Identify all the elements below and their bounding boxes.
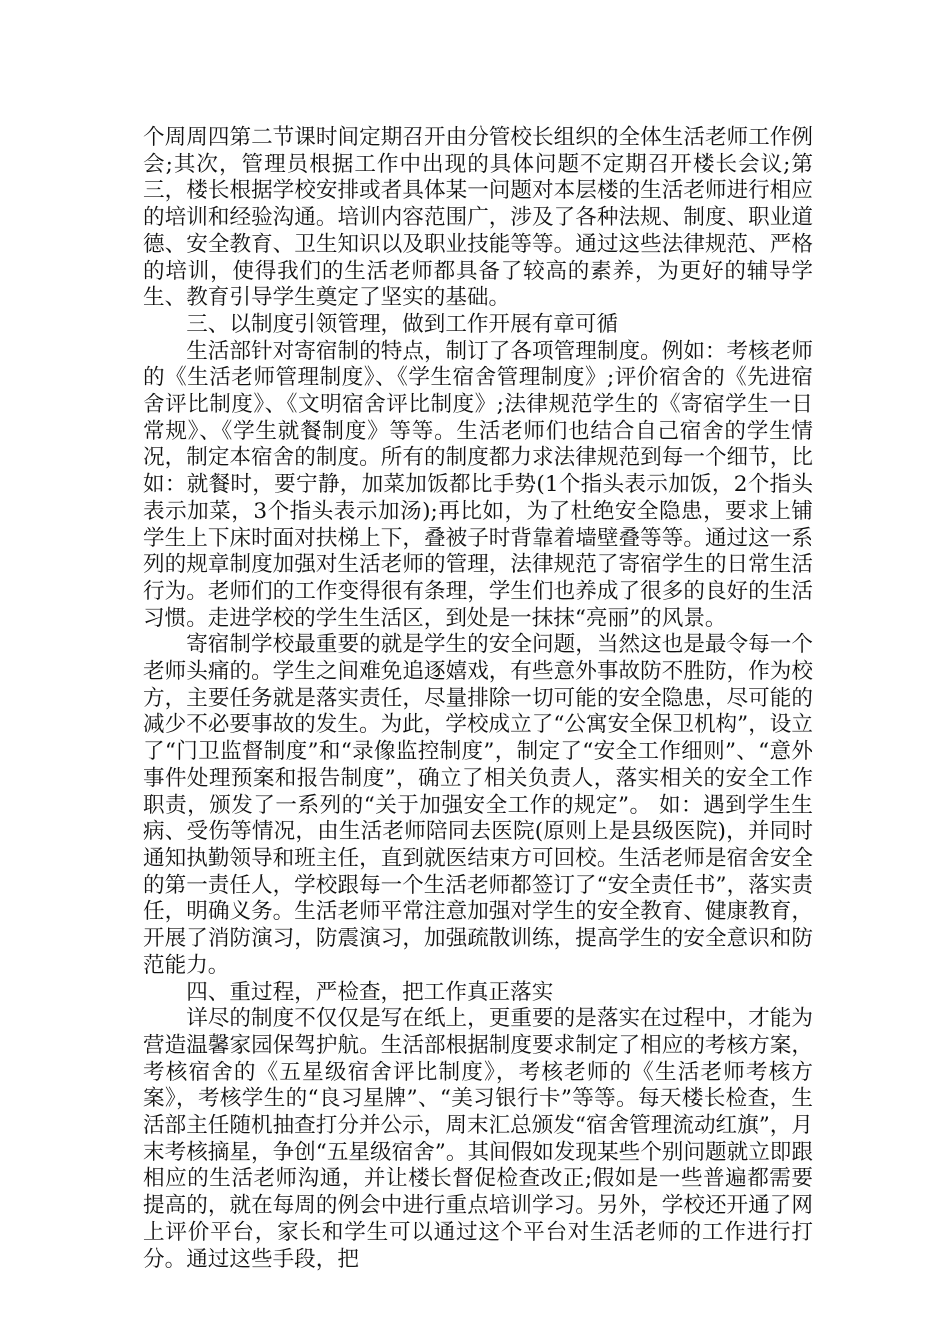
- paragraph-safety: 寄宿制学校最重要的就是学生的安全问题，当然这也是最令每一个老师头痛的。学生之间难免追逐嬉戏，有些意外事故防不胜防，作为校方，主要任务就是落实责任，尽量排除一切可能的安全隐患，尽可能的减少不必要事故的发生。为此，学校成立了“公寓安全保卫机构”，设立了“门卫监督制度”和“录像监控制度”，制定了“安全工作细则”、“意外事件处理预案和报告制度”，确立了相关负责人，落实相关的安全工作职责，颁发了一系列的“关于加强安全工作的规定”。 如：遇到学生生病、受伤等情况，由生活老师陪同去医院(原则上是县级医院)，并同时通知执勤领导和班主任，直到就医结束方可回校。生活老师是宿舍安全的第一责任人，学校跟每一个生活老师都签订了“安全责任书”，落实责任，明确义务。生活老师平常注意加强对学生的安全教育、健康教育，开展了消防演习，防震演习，加强疏散训练，提高学生的安全意识和防范能力。: [143, 632, 813, 978]
- section-heading-four: 四、重过程，严检查，把工作真正落实: [186, 979, 554, 1005]
- document-page: [143, 125, 813, 1273]
- section-heading-three: 三、以制度引领管理，做到工作开展有章可循: [186, 311, 619, 337]
- paragraph-inspection: 详尽的制度不仅仅是写在纸上，更重要的是落实在过程中，才能为营造温馨家园保驾护航。生活部根据制度要求制定了相应的考核方案，考核宿舍的《五星级宿舍评比制度》，考核老师的《生活老师考核方案》，考核学生的“良习星牌”、“美习银行卡”等等。每天楼长检查，生活部主任随机抽查打分并公示，周末汇总颁发“宿舍管理流动红旗”，月末考核摘星，争创“五星级宿舍”。其间假如发现某些个别问题就立即跟相应的生活老师沟通，并让楼长督促检查改正;假如是一些普遍都需要提高的，就在每周的例会中进行重点培训学习。另外，学校还开通了网上评价平台，家长和学生可以通过这个平台对生活老师的工作进行打分。通过这些手段，把: [143, 1006, 813, 1272]
- paragraph-rules: 生活部针对寄宿制的特点，制订了各项管理制度。例如：考核老师的《生活老师管理制度》、《学生宿舍管理制度》;评价宿舍的《先进宿舍评比制度》、《文明宿舍评比制度》;法律规范学生的《寄宿学生一日常规》、《学生就餐制度》等等。生活老师们也结合自己宿舍的学生情况，制定本宿舍的制度。所有的制度都力求法律规范到每一个细节，比如：就餐时，要宁静，加菜加饭都比手势(1个指头表示加饭，2个指头表示加菜，3个指头表示加汤);再比如，为了杜绝安全隐患，要求上铺学生上下床时面对扶梯上下，叠被子时背靠着墙壁叠等等。通过这一系列的规章制度加强对生活老师的管理，法律规范了寄宿学生的日常生活行为。老师们的工作变得很有条理，学生们也养成了很多的良好的生活习惯。走进学校的学生生活区，到处是一抹抹“亮丽”的风景。: [143, 338, 813, 631]
- paragraph-continuation: 个周周四第二节课时间定期召开由分管校长组织的全体生活老师工作例会;其次，管理员根据工作中出现的具体问题不定期召开楼长会议;第三，楼长根据学校安排或者具体某一问题对本层楼的生活老师进行相应的培训和经验沟通。培训内容范围广，涉及了各种法规、制度、职业道德、安全教育、卫生知识以及职业技能等等。通过这些法律规范、严格的培训，使得我们的生活老师都具备了较高的素养，为更好的辅导学生、教育引导学生奠定了坚实的基础。: [143, 125, 813, 311]
